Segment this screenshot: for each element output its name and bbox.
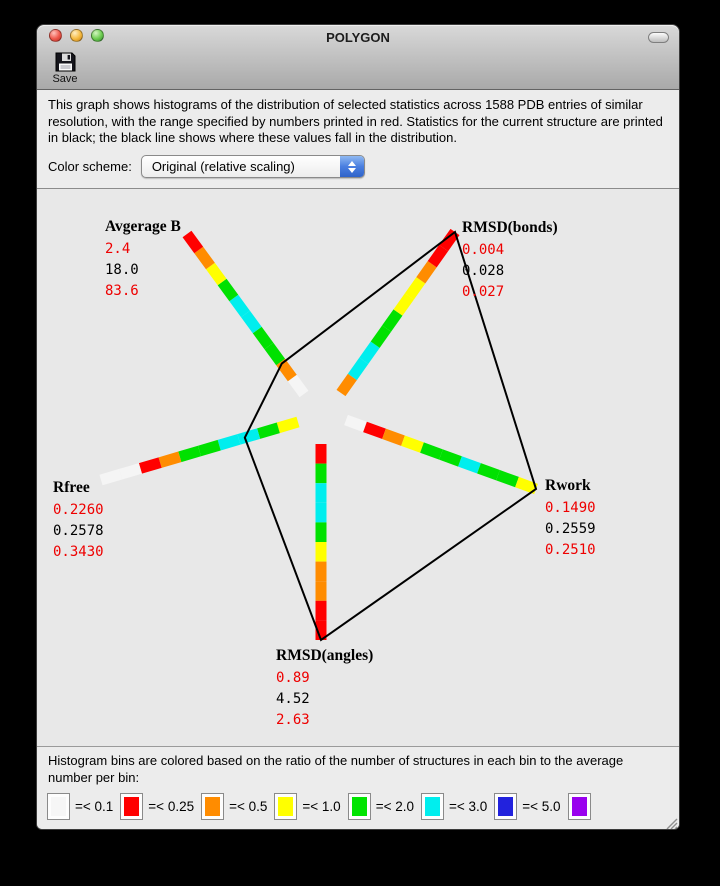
save-button[interactable] — [45, 50, 85, 89]
histogram-segment — [432, 248, 443, 264]
stepper-icon — [340, 156, 364, 177]
axis-max-value: 0.2510 — [545, 542, 596, 558]
window-header — [37, 25, 679, 90]
axis-stats-avgerage-b — [105, 218, 181, 302]
bin-color-icon — [425, 797, 440, 816]
histogram-segment — [199, 250, 211, 266]
titlebar — [37, 26, 679, 48]
description-text: This graph shows histograms of the distribution of selected statistics across 1588 PDB entries of similar resolution, with the range specified by numbers printed in red. Statistics for the current structure are printed in black; the black line shows where these values fall in the distribution. — [48, 97, 663, 145]
histogram-segment — [387, 313, 398, 329]
color-scheme-row — [48, 155, 365, 178]
axis-stats-rfree — [53, 479, 104, 563]
histogram-segment — [346, 420, 365, 427]
axis-current-value: 0.028 — [462, 263, 505, 279]
window-title: POLYGON — [326, 30, 390, 45]
bin-color-icon — [124, 797, 139, 816]
axis-current-value: 0.2559 — [545, 521, 596, 537]
chart-area — [37, 189, 680, 746]
histogram-segment — [187, 234, 199, 250]
arrow-down-icon — [348, 168, 356, 173]
bin-color-icon — [352, 797, 367, 816]
histogram-segment — [498, 475, 517, 482]
bin-label: =< 0.25 — [148, 799, 195, 814]
bin-swatch — [421, 793, 444, 820]
axis-stats-rmsd-angles — [276, 647, 373, 731]
bin-swatch — [274, 793, 297, 820]
histogram-segment — [200, 445, 220, 451]
histogram-segment — [259, 428, 279, 434]
bin-swatch — [568, 793, 591, 820]
bin-label: =< 1.0 — [302, 799, 341, 814]
axis-title: RMSD(bonds) — [462, 219, 558, 236]
axis-min-value: 0.004 — [462, 242, 505, 258]
histogram-segment — [341, 377, 352, 393]
polygon-window — [36, 24, 680, 830]
axis-current-value: 4.52 — [276, 691, 310, 707]
histogram-segment — [121, 468, 141, 474]
histogram-segment — [364, 345, 375, 361]
histogram-segment — [422, 448, 441, 455]
bin-label: =< 5.0 — [522, 799, 561, 814]
axis-min-value: 0.89 — [276, 670, 310, 686]
histogram-segment — [246, 314, 258, 330]
axis-min-value: 2.4 — [105, 241, 131, 257]
axis-stats-rmsd-bonds — [462, 219, 558, 303]
axis-max-value: 2.63 — [276, 712, 310, 728]
bin-swatch — [494, 793, 517, 820]
legend-text: Histogram bins are colored based on the ratio of the number of structures in each bin to the average number per bin: — [48, 753, 624, 785]
bin-label: =< 3.0 — [448, 799, 488, 814]
bin-swatch — [47, 793, 70, 820]
bin-color-icon — [278, 797, 293, 816]
color-scheme-select[interactable] — [141, 155, 365, 178]
histogram-segment — [403, 441, 422, 448]
axis-max-value: 0.027 — [462, 284, 505, 300]
axis-stats-rwork — [545, 477, 596, 561]
histogram-segment — [409, 280, 420, 296]
histogram-segment — [375, 329, 386, 345]
bin-color-icon — [572, 797, 587, 816]
description-panel — [37, 90, 679, 189]
bin-label: =< 0.5 — [229, 799, 268, 814]
histogram-segment — [160, 457, 180, 463]
axis-title: RMSD(angles) — [276, 647, 374, 664]
bin-swatch — [201, 793, 224, 820]
bin-color-icon — [205, 797, 220, 816]
histogram-segment — [421, 264, 432, 280]
axis-title: Rwork — [545, 477, 591, 494]
axis-title: Rfree — [53, 479, 90, 496]
histogram-segment — [365, 427, 384, 434]
axis-min-value: 0.2260 — [53, 502, 104, 518]
resize-grip-icon[interactable] — [664, 816, 678, 830]
axis-max-value: 83.6 — [105, 283, 139, 299]
axis-current-value: 18.0 — [105, 262, 139, 278]
histogram-segment — [222, 282, 234, 298]
histogram-segment — [441, 455, 460, 462]
histogram-segment — [352, 361, 363, 377]
histogram-segment — [101, 474, 121, 480]
histogram-segment — [384, 434, 403, 441]
bin-label: =< 2.0 — [375, 799, 414, 814]
axis-current-value: 0.2578 — [53, 523, 104, 539]
histogram-segment — [180, 451, 200, 457]
histogram-segment — [269, 346, 281, 362]
color-scheme-label: Color scheme: — [48, 159, 132, 174]
histogram-segment — [257, 330, 269, 346]
legend-panel — [37, 746, 679, 830]
save-icon — [45, 50, 85, 73]
histogram-segment — [460, 461, 479, 468]
bin-label: =< 0.1 — [75, 799, 114, 814]
bin-swatch — [348, 793, 371, 820]
arrow-up-icon — [348, 161, 356, 166]
save-button-label: Save — [52, 73, 78, 85]
toolbar — [37, 48, 679, 90]
histogram-segment — [479, 468, 498, 475]
axis-max-value: 0.3430 — [53, 544, 104, 560]
histogram-segment — [210, 266, 222, 282]
legend-bins — [47, 793, 596, 820]
axis-min-value: 0.1490 — [545, 500, 596, 516]
color-scheme-value: Original (relative scaling) — [151, 159, 295, 174]
axis-title: Avgerage B — [105, 218, 181, 235]
histogram-segment — [239, 434, 259, 440]
bin-swatch — [120, 793, 143, 820]
toolbar-toggle-button[interactable] — [648, 32, 669, 43]
bin-color-icon — [51, 797, 66, 816]
bin-color-icon — [498, 797, 513, 816]
histogram-segment — [140, 463, 160, 469]
histogram-segment — [219, 439, 239, 445]
histogram-segment — [278, 422, 298, 428]
histogram-segment — [292, 378, 304, 394]
histogram-segment — [234, 298, 246, 314]
histogram-segment — [398, 296, 409, 312]
